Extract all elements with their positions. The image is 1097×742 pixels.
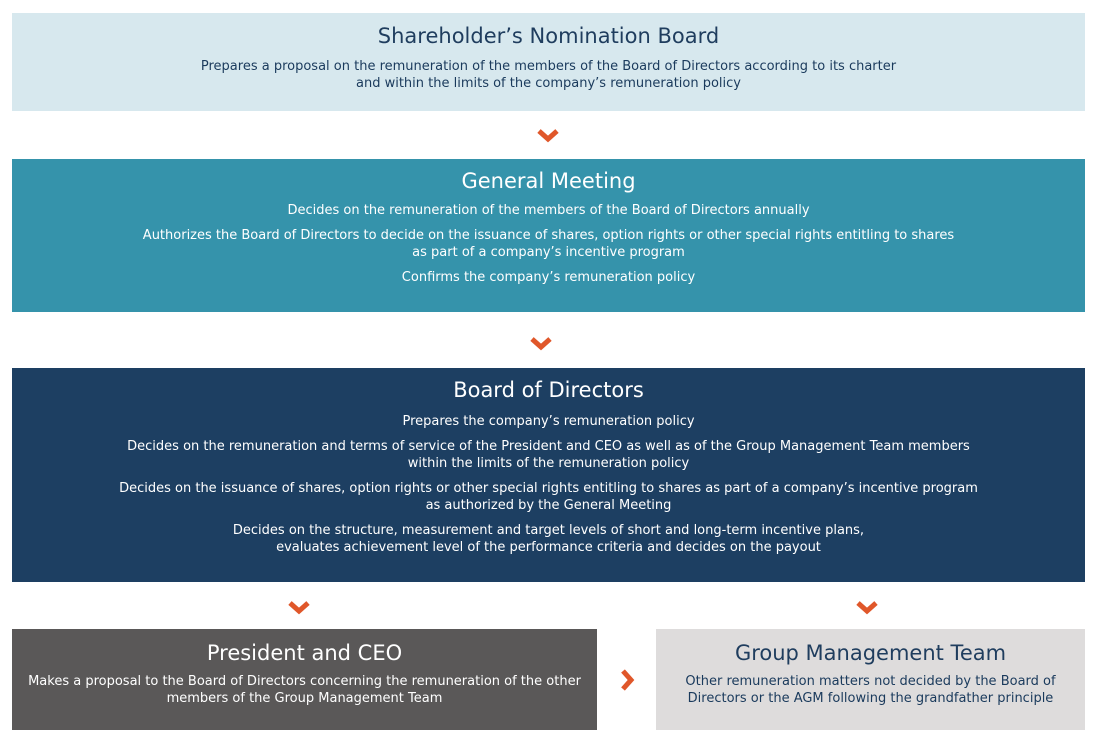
chevron-right-icon bbox=[620, 668, 636, 692]
description-line: members of the Group Management Team bbox=[166, 691, 443, 706]
item-line: Authorizes the Board of Directors to decide on the issuance of shares, option rights or other special rights entitling to shares bbox=[142, 228, 955, 243]
president-ceo-title: President and CEO bbox=[206, 641, 403, 665]
item-line: Decides on the remuneration and terms of service of the President and CEO as well as of the Group Management Team members bbox=[127, 439, 970, 454]
item-line: Prepares the company’s remuneration policy bbox=[402, 414, 695, 429]
general-meeting-item bbox=[12, 227, 1085, 261]
item-line: evaluates achievement level of the performance criteria and decides on the payout bbox=[276, 540, 821, 555]
president-ceo-box bbox=[12, 629, 597, 730]
board-item bbox=[12, 522, 1085, 556]
item-line: Confirms the company’s remuneration policy bbox=[401, 270, 696, 285]
general-meeting-box bbox=[12, 159, 1085, 312]
description-line: Makes a proposal to the Board of Directors concerning the remuneration of the other bbox=[28, 674, 581, 689]
description-line: and within the limits of the company’s remuneration policy bbox=[355, 76, 742, 91]
description-line: Directors or the AGM following the grandfather principle bbox=[687, 691, 1054, 706]
board-item bbox=[12, 413, 1085, 430]
general-meeting-items bbox=[12, 202, 1085, 286]
nomination-board-title: Shareholder’s Nomination Board bbox=[377, 24, 720, 48]
general-meeting-title: General Meeting bbox=[461, 169, 636, 193]
group-management-team-title: Group Management Team bbox=[734, 641, 1007, 665]
general-meeting-item bbox=[12, 202, 1085, 219]
description-line: Prepares a proposal on the remuneration of the members of the Board of Directors according to its charter bbox=[200, 59, 897, 74]
group-management-team-description bbox=[656, 673, 1085, 707]
board-item bbox=[12, 438, 1085, 472]
item-line: as part of a company’s incentive program bbox=[412, 245, 685, 260]
chevron-down-icon bbox=[536, 128, 560, 144]
item-line: Decides on the structure, measurement and target levels of short and long-term incentive plans, bbox=[232, 523, 865, 538]
chevron-down-icon bbox=[287, 600, 311, 616]
item-line: as authorized by the General Meeting bbox=[425, 498, 672, 513]
president-ceo-description bbox=[12, 673, 597, 707]
general-meeting-item bbox=[12, 269, 1085, 286]
board-of-directors-items bbox=[12, 413, 1085, 556]
item-line: Decides on the issuance of shares, option rights or other special rights entitling to shares as part of a company’s incentive program bbox=[119, 481, 978, 496]
group-management-team-box bbox=[656, 629, 1085, 730]
board-of-directors-title: Board of Directors bbox=[453, 378, 644, 402]
board-of-directors-box bbox=[12, 368, 1085, 582]
nomination-board-box bbox=[12, 13, 1085, 111]
chevron-down-icon bbox=[855, 600, 879, 616]
chevron-down-icon bbox=[529, 336, 553, 352]
item-line: within the limits of the remuneration policy bbox=[407, 456, 690, 471]
board-item bbox=[12, 480, 1085, 514]
description-line: Other remuneration matters not decided by the Board of bbox=[685, 674, 1056, 689]
item-line: Decides on the remuneration of the members of the Board of Directors annually bbox=[287, 203, 810, 218]
nomination-board-description bbox=[12, 58, 1085, 92]
